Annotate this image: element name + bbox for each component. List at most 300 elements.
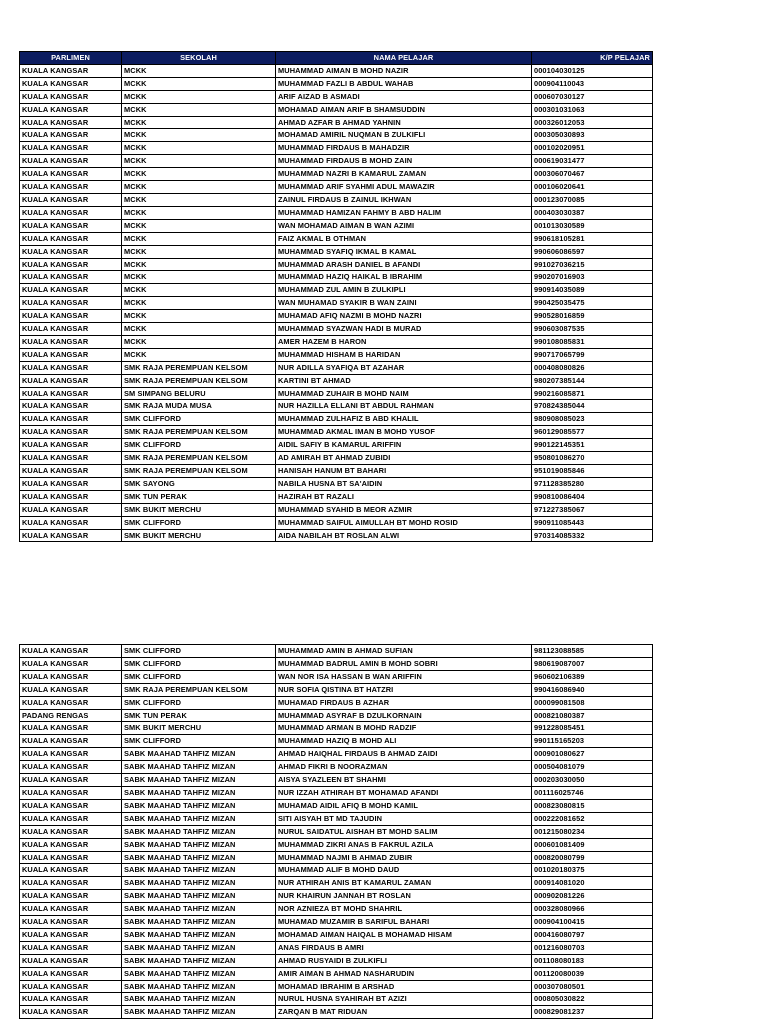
- cell-nama-pelajar: MOHAMAD AIMAN ARIF B SHAMSUDDIN: [276, 103, 532, 116]
- cell-nama-pelajar: HANISAH HANUM BT BAHARI: [276, 465, 532, 478]
- cell-parlimen: KUALA KANGSAR: [20, 851, 122, 864]
- cell-nama-pelajar: AHMAD RUSYAIDI B ZULKIFLI: [276, 954, 532, 967]
- cell-kp-pelajar: 000104030125: [532, 64, 653, 77]
- cell-parlimen: KUALA KANGSAR: [20, 465, 122, 478]
- cell-kp-pelajar: 990810086404: [532, 490, 653, 503]
- cell-kp-pelajar: 000328080966: [532, 903, 653, 916]
- cell-parlimen: KUALA KANGSAR: [20, 696, 122, 709]
- cell-nama-pelajar: ARIF AIZAD B ASMADI: [276, 90, 532, 103]
- cell-parlimen: KUALA KANGSAR: [20, 490, 122, 503]
- cell-sekolah: SMK BUKIT MERCHU: [122, 722, 276, 735]
- cell-parlimen: KUALA KANGSAR: [20, 928, 122, 941]
- table-row: [20, 155, 653, 168]
- cell-kp-pelajar: 000102020951: [532, 142, 653, 155]
- cell-parlimen: KUALA KANGSAR: [20, 335, 122, 348]
- cell-parlimen: KUALA KANGSAR: [20, 670, 122, 683]
- student-table-2: [19, 644, 653, 1019]
- cell-sekolah: SABK MAAHAD TAHFIZ MIZAN: [122, 916, 276, 929]
- cell-kp-pelajar: 971128385280: [532, 477, 653, 490]
- cell-parlimen: KUALA KANGSAR: [20, 799, 122, 812]
- cell-nama-pelajar: NUR KHAIRUN JANNAH BT ROSLAN: [276, 890, 532, 903]
- cell-kp-pelajar: 000823080815: [532, 799, 653, 812]
- cell-sekolah: SABK MAAHAD TAHFIZ MIZAN: [122, 941, 276, 954]
- cell-sekolah: SMK RAJA PEREMPUAN KELSOM: [122, 683, 276, 696]
- header-parlimen: PARLIMEN: [20, 52, 122, 65]
- cell-sekolah: MCKK: [122, 348, 276, 361]
- cell-sekolah: SABK MAAHAD TAHFIZ MIZAN: [122, 774, 276, 787]
- table-row: [20, 361, 653, 374]
- cell-nama-pelajar: MUHAMMAD FIRDAUS B MAHADZIR: [276, 142, 532, 155]
- cell-nama-pelajar: WAN MOHAMAD AIMAN B WAN AZIMI: [276, 219, 532, 232]
- cell-parlimen: KUALA KANGSAR: [20, 812, 122, 825]
- cell-sekolah: MCKK: [122, 232, 276, 245]
- cell-nama-pelajar: AISYA SYAZLEEN BT SHAHMI: [276, 774, 532, 787]
- cell-nama-pelajar: MUHAMMAD ARMAN B MOHD RADZIF: [276, 722, 532, 735]
- cell-nama-pelajar: MUHAMMAD ZIKRI ANAS B FAKRUL AZILA: [276, 838, 532, 851]
- cell-sekolah: SABK MAAHAD TAHFIZ MIZAN: [122, 851, 276, 864]
- cell-nama-pelajar: MUHAMMAD HAMIZAN FAHMY B ABD HALIM: [276, 206, 532, 219]
- cell-sekolah: SABK MAAHAD TAHFIZ MIZAN: [122, 786, 276, 799]
- table-row: [20, 657, 653, 670]
- cell-sekolah: MCKK: [122, 206, 276, 219]
- cell-nama-pelajar: MUHAMMAD FIRDAUS B MOHD ZAIN: [276, 155, 532, 168]
- table-row: [20, 812, 653, 825]
- cell-kp-pelajar: 990122145351: [532, 439, 653, 452]
- cell-nama-pelajar: MUHAMAD FIRDAUS B AZHAR: [276, 696, 532, 709]
- cell-sekolah: SABK MAAHAD TAHFIZ MIZAN: [122, 967, 276, 980]
- table-row: [20, 916, 653, 929]
- cell-parlimen: KUALA KANGSAR: [20, 168, 122, 181]
- cell-sekolah: SMK RAJA PEREMPUAN KELSOM: [122, 465, 276, 478]
- cell-parlimen: KUALA KANGSAR: [20, 748, 122, 761]
- table-row: [20, 529, 653, 542]
- cell-parlimen: KUALA KANGSAR: [20, 90, 122, 103]
- cell-kp-pelajar: 991027036215: [532, 258, 653, 271]
- cell-nama-pelajar: NUR ADILLA SYAFIQA BT AZAHAR: [276, 361, 532, 374]
- cell-parlimen: KUALA KANGSAR: [20, 426, 122, 439]
- cell-sekolah: MCKK: [122, 310, 276, 323]
- cell-sekolah: SMK TUN PERAK: [122, 490, 276, 503]
- table-row: [20, 374, 653, 387]
- cell-kp-pelajar: 001120080039: [532, 967, 653, 980]
- table-row: [20, 426, 653, 439]
- cell-sekolah: SMK CLIFFORD: [122, 516, 276, 529]
- cell-parlimen: KUALA KANGSAR: [20, 181, 122, 194]
- cell-nama-pelajar: MUHAMMAD ASYRAF B DZULKORNAIN: [276, 709, 532, 722]
- cell-sekolah: SMK CLIFFORD: [122, 439, 276, 452]
- cell-kp-pelajar: 980619087007: [532, 657, 653, 670]
- cell-parlimen: KUALA KANGSAR: [20, 116, 122, 129]
- table-row: [20, 348, 653, 361]
- cell-sekolah: SMK SAYONG: [122, 477, 276, 490]
- cell-sekolah: SMK BUKIT MERCHU: [122, 529, 276, 542]
- cell-nama-pelajar: NURUL SAIDATUL AISHAH BT MOHD SALIM: [276, 825, 532, 838]
- cell-parlimen: KUALA KANGSAR: [20, 657, 122, 670]
- cell-nama-pelajar: MUHAMMAD BADRUL AMIN B MOHD SOBRI: [276, 657, 532, 670]
- cell-kp-pelajar: 001215080234: [532, 825, 653, 838]
- cell-nama-pelajar: MUHAMMAD NAZRI B KAMARUL ZAMAN: [276, 168, 532, 181]
- cell-kp-pelajar: 000902081226: [532, 890, 653, 903]
- cell-kp-pelajar: 000403030387: [532, 206, 653, 219]
- cell-parlimen: KUALA KANGSAR: [20, 439, 122, 452]
- cell-nama-pelajar: MUHAMMAD HISHAM B HARIDAN: [276, 348, 532, 361]
- cell-sekolah: MCKK: [122, 245, 276, 258]
- table-row: [20, 993, 653, 1006]
- table-row: [20, 77, 653, 90]
- cell-nama-pelajar: HAZIRAH BT RAZALI: [276, 490, 532, 503]
- table-row: [20, 490, 653, 503]
- cell-nama-pelajar: MUHAMMAD NAJMI B AHMAD ZUBIR: [276, 851, 532, 864]
- cell-nama-pelajar: MUHAMMAD ARIF SYAHMI ADUL MAWAZIR: [276, 181, 532, 194]
- cell-nama-pelajar: MUHAMMAD ZUL AMIN B ZULKIPLI: [276, 284, 532, 297]
- cell-parlimen: KUALA KANGSAR: [20, 825, 122, 838]
- cell-sekolah: MCKK: [122, 193, 276, 206]
- table-row: [20, 116, 653, 129]
- cell-sekolah: MCKK: [122, 168, 276, 181]
- cell-kp-pelajar: 960129085577: [532, 426, 653, 439]
- cell-parlimen: KUALA KANGSAR: [20, 413, 122, 426]
- cell-sekolah: SMK RAJA MUDA MUSA: [122, 400, 276, 413]
- table-row: [20, 193, 653, 206]
- cell-parlimen: KUALA KANGSAR: [20, 387, 122, 400]
- cell-kp-pelajar: 990528016859: [532, 310, 653, 323]
- table-row: [20, 516, 653, 529]
- cell-kp-pelajar: 990603087535: [532, 323, 653, 336]
- cell-parlimen: KUALA KANGSAR: [20, 271, 122, 284]
- cell-kp-pelajar: 990618105281: [532, 232, 653, 245]
- cell-parlimen: KUALA KANGSAR: [20, 400, 122, 413]
- table-row: [20, 258, 653, 271]
- cell-sekolah: SABK MAAHAD TAHFIZ MIZAN: [122, 890, 276, 903]
- cell-kp-pelajar: 990416086940: [532, 683, 653, 696]
- cell-nama-pelajar: ZARQAN B MAT RIDUAN: [276, 1006, 532, 1019]
- cell-kp-pelajar: 990425035475: [532, 297, 653, 310]
- cell-sekolah: SM SIMPANG BELURU: [122, 387, 276, 400]
- cell-parlimen: KUALA KANGSAR: [20, 980, 122, 993]
- cell-sekolah: SMK CLIFFORD: [122, 657, 276, 670]
- cell-parlimen: KUALA KANGSAR: [20, 786, 122, 799]
- cell-nama-pelajar: AD AMIRAH BT AHMAD ZUBIDI: [276, 452, 532, 465]
- cell-parlimen: KUALA KANGSAR: [20, 452, 122, 465]
- cell-nama-pelajar: MUHAMMAD AMIN B AHMAD SUFIAN: [276, 645, 532, 658]
- cell-nama-pelajar: AMIR AIMAN B AHMAD NASHARUDIN: [276, 967, 532, 980]
- cell-parlimen: KUALA KANGSAR: [20, 774, 122, 787]
- cell-sekolah: SABK MAAHAD TAHFIZ MIZAN: [122, 838, 276, 851]
- table-row: [20, 748, 653, 761]
- cell-parlimen: KUALA KANGSAR: [20, 967, 122, 980]
- cell-nama-pelajar: NUR IZZAH ATHIRAH BT MOHAMAD AFANDI: [276, 786, 532, 799]
- table-row: [20, 413, 653, 426]
- table-row: [20, 683, 653, 696]
- cell-nama-pelajar: MUHAMMAD SYAZWAN HADI B MURAD: [276, 323, 532, 336]
- cell-kp-pelajar: 000607030127: [532, 90, 653, 103]
- cell-kp-pelajar: 000904110043: [532, 77, 653, 90]
- cell-parlimen: KUALA KANGSAR: [20, 993, 122, 1006]
- cell-kp-pelajar: 960602106389: [532, 670, 653, 683]
- table-row: [20, 452, 653, 465]
- cell-sekolah: MCKK: [122, 181, 276, 194]
- cell-sekolah: SABK MAAHAD TAHFIZ MIZAN: [122, 903, 276, 916]
- cell-kp-pelajar: 000820080799: [532, 851, 653, 864]
- table-row: [20, 245, 653, 258]
- cell-nama-pelajar: KARTINI BT AHMAD: [276, 374, 532, 387]
- cell-sekolah: SMK RAJA PEREMPUAN KELSOM: [122, 374, 276, 387]
- table-row: [20, 129, 653, 142]
- cell-nama-pelajar: ZAINUL FIRDAUS B ZAINUL IKHWAN: [276, 193, 532, 206]
- cell-nama-pelajar: MUHAMMAD FAZLI B ABDUL WAHAB: [276, 77, 532, 90]
- cell-kp-pelajar: 000914081020: [532, 877, 653, 890]
- cell-kp-pelajar: 971227385067: [532, 503, 653, 516]
- cell-nama-pelajar: MOHAMAD IBRAHIM B ARSHAD: [276, 980, 532, 993]
- cell-kp-pelajar: 000326012053: [532, 116, 653, 129]
- table-row: [20, 722, 653, 735]
- cell-sekolah: MCKK: [122, 323, 276, 336]
- table-row: [20, 142, 653, 155]
- cell-parlimen: KUALA KANGSAR: [20, 916, 122, 929]
- cell-nama-pelajar: MUHAMMAD HAZIQ HAIKAL B IBRAHIM: [276, 271, 532, 284]
- cell-parlimen: KUALA KANGSAR: [20, 77, 122, 90]
- cell-sekolah: MCKK: [122, 103, 276, 116]
- cell-kp-pelajar: 970824385044: [532, 400, 653, 413]
- cell-parlimen: KUALA KANGSAR: [20, 683, 122, 696]
- cell-sekolah: MCKK: [122, 64, 276, 77]
- cell-sekolah: SMK TUN PERAK: [122, 709, 276, 722]
- table-row: [20, 645, 653, 658]
- cell-parlimen: KUALA KANGSAR: [20, 735, 122, 748]
- cell-kp-pelajar: 990115165203: [532, 735, 653, 748]
- cell-sekolah: MCKK: [122, 271, 276, 284]
- cell-sekolah: SMK CLIFFORD: [122, 696, 276, 709]
- table-row: [20, 387, 653, 400]
- cell-kp-pelajar: 990108085831: [532, 335, 653, 348]
- cell-sekolah: SMK CLIFFORD: [122, 670, 276, 683]
- cell-kp-pelajar: 000805030822: [532, 993, 653, 1006]
- cell-sekolah: MCKK: [122, 258, 276, 271]
- cell-nama-pelajar: MUHAMAD AFIQ NAZMI B MOHD NAZRI: [276, 310, 532, 323]
- cell-kp-pelajar: 000821080387: [532, 709, 653, 722]
- cell-nama-pelajar: AMER HAZEM B HARON: [276, 335, 532, 348]
- cell-sekolah: MCKK: [122, 129, 276, 142]
- cell-nama-pelajar: MUHAMMAD SAIFUL AIMULLAH BT MOHD ROSID: [276, 516, 532, 529]
- cell-nama-pelajar: SITI AISYAH BT MD TAJUDIN: [276, 812, 532, 825]
- cell-parlimen: KUALA KANGSAR: [20, 761, 122, 774]
- table-row: [20, 64, 653, 77]
- cell-sekolah: MCKK: [122, 155, 276, 168]
- cell-nama-pelajar: AHMAD HAIQHAL FIRDAUS B AHMAD ZAIDI: [276, 748, 532, 761]
- cell-parlimen: KUALA KANGSAR: [20, 1006, 122, 1019]
- cell-parlimen: KUALA KANGSAR: [20, 323, 122, 336]
- cell-kp-pelajar: 000829081237: [532, 1006, 653, 1019]
- table-row: [20, 786, 653, 799]
- table-row: [20, 864, 653, 877]
- table-row: [20, 206, 653, 219]
- table-row: [20, 181, 653, 194]
- cell-nama-pelajar: MUHAMMAD ZUHAIR B MOHD NAIM: [276, 387, 532, 400]
- cell-parlimen: KUALA KANGSAR: [20, 361, 122, 374]
- cell-nama-pelajar: NUR HAZILLA ELLANI BT ABDUL RAHMAN: [276, 400, 532, 413]
- cell-kp-pelajar: 000307080501: [532, 980, 653, 993]
- cell-nama-pelajar: ANAS FIRDAUS B AMRI: [276, 941, 532, 954]
- cell-sekolah: SABK MAAHAD TAHFIZ MIZAN: [122, 928, 276, 941]
- cell-sekolah: MCKK: [122, 90, 276, 103]
- cell-kp-pelajar: 980908085023: [532, 413, 653, 426]
- cell-kp-pelajar: 000099081508: [532, 696, 653, 709]
- table-row: [20, 851, 653, 864]
- cell-nama-pelajar: MUHAMMAD ALIF B MOHD DAUD: [276, 864, 532, 877]
- cell-kp-pelajar: 001116025746: [532, 786, 653, 799]
- cell-nama-pelajar: MUHAMMAD SYAHID B MEOR AZMIR: [276, 503, 532, 516]
- cell-nama-pelajar: NUR ATHIRAH ANIS BT KAMARUL ZAMAN: [276, 877, 532, 890]
- cell-sekolah: SABK MAAHAD TAHFIZ MIZAN: [122, 864, 276, 877]
- cell-parlimen: KUALA KANGSAR: [20, 864, 122, 877]
- cell-sekolah: SABK MAAHAD TAHFIZ MIZAN: [122, 980, 276, 993]
- header-sekolah: SEKOLAH: [122, 52, 276, 65]
- cell-kp-pelajar: 950801086270: [532, 452, 653, 465]
- cell-kp-pelajar: 000301031063: [532, 103, 653, 116]
- cell-sekolah: SABK MAAHAD TAHFIZ MIZAN: [122, 761, 276, 774]
- cell-nama-pelajar: MUHAMMAD AIMAN B MOHD NAZIR: [276, 64, 532, 77]
- cell-parlimen: KUALA KANGSAR: [20, 516, 122, 529]
- table-row: [20, 323, 653, 336]
- cell-parlimen: KUALA KANGSAR: [20, 477, 122, 490]
- cell-kp-pelajar: 000601081409: [532, 838, 653, 851]
- cell-nama-pelajar: AHMAD FIKRI B NOORAZMAN: [276, 761, 532, 774]
- cell-nama-pelajar: AHMAD AZFAR B AHMAD YAHNIN: [276, 116, 532, 129]
- table-row: [20, 168, 653, 181]
- cell-sekolah: SABK MAAHAD TAHFIZ MIZAN: [122, 993, 276, 1006]
- header-nama-pelajar: NAMA PELAJAR: [276, 52, 532, 65]
- cell-sekolah: SMK RAJA PEREMPUAN KELSOM: [122, 452, 276, 465]
- table-row: [20, 477, 653, 490]
- cell-kp-pelajar: 001216080703: [532, 941, 653, 954]
- table-row: [20, 219, 653, 232]
- cell-kp-pelajar: 990207016903: [532, 271, 653, 284]
- cell-sekolah: SMK RAJA PEREMPUAN KELSOM: [122, 426, 276, 439]
- cell-sekolah: MCKK: [122, 77, 276, 90]
- cell-kp-pelajar: 990717065799: [532, 348, 653, 361]
- cell-sekolah: SMK RAJA PEREMPUAN KELSOM: [122, 361, 276, 374]
- table-row: [20, 400, 653, 413]
- table-row: [20, 877, 653, 890]
- cell-parlimen: KUALA KANGSAR: [20, 297, 122, 310]
- cell-nama-pelajar: NURUL HUSNA SYAHIRAH BT AZIZI: [276, 993, 532, 1006]
- cell-nama-pelajar: MUHAMAD MUZAMIR B SARIFUL BAHARI: [276, 916, 532, 929]
- cell-nama-pelajar: AIDIL SAFIY B KAMARUL ARIFFIN: [276, 439, 532, 452]
- table-row: [20, 232, 653, 245]
- cell-sekolah: SABK MAAHAD TAHFIZ MIZAN: [122, 825, 276, 838]
- cell-parlimen: KUALA KANGSAR: [20, 374, 122, 387]
- cell-nama-pelajar: MUHAMMAD ARASH DANIEL B AFANDI: [276, 258, 532, 271]
- cell-nama-pelajar: MOHAMAD AMIRIL NUQMAN B ZULKIFLI: [276, 129, 532, 142]
- cell-parlimen: KUALA KANGSAR: [20, 941, 122, 954]
- cell-kp-pelajar: 990216085871: [532, 387, 653, 400]
- cell-sekolah: SABK MAAHAD TAHFIZ MIZAN: [122, 954, 276, 967]
- table-row: [20, 90, 653, 103]
- table-row: [20, 774, 653, 787]
- cell-sekolah: SMK CLIFFORD: [122, 645, 276, 658]
- table-row: [20, 103, 653, 116]
- cell-nama-pelajar: MUHAMMAD HAZIQ B MOHD ALI: [276, 735, 532, 748]
- cell-kp-pelajar: 990606086597: [532, 245, 653, 258]
- table-row: [20, 696, 653, 709]
- cell-nama-pelajar: MUHAMMAD ZULHAFIZ B ABD KHALIL: [276, 413, 532, 426]
- cell-parlimen: KUALA KANGSAR: [20, 245, 122, 258]
- cell-kp-pelajar: 000222081652: [532, 812, 653, 825]
- cell-sekolah: SMK BUKIT MERCHU: [122, 503, 276, 516]
- table-row: [20, 928, 653, 941]
- cell-parlimen: KUALA KANGSAR: [20, 219, 122, 232]
- table-row: [20, 799, 653, 812]
- table-row: [20, 503, 653, 516]
- cell-kp-pelajar: 990914035089: [532, 284, 653, 297]
- cell-nama-pelajar: NABILA HUSNA BT SA'AIDIN: [276, 477, 532, 490]
- table-row: [20, 825, 653, 838]
- cell-kp-pelajar: 000305030893: [532, 129, 653, 142]
- cell-parlimen: PADANG RENGAS: [20, 709, 122, 722]
- table-row: [20, 439, 653, 452]
- table-row: [20, 838, 653, 851]
- table-row: [20, 310, 653, 323]
- table-row: [20, 709, 653, 722]
- table-row: [20, 967, 653, 980]
- cell-parlimen: KUALA KANGSAR: [20, 503, 122, 516]
- cell-sekolah: SABK MAAHAD TAHFIZ MIZAN: [122, 799, 276, 812]
- cell-parlimen: KUALA KANGSAR: [20, 890, 122, 903]
- table-row: [20, 761, 653, 774]
- cell-kp-pelajar: 991228085451: [532, 722, 653, 735]
- cell-parlimen: KUALA KANGSAR: [20, 155, 122, 168]
- table-row: [20, 890, 653, 903]
- cell-sekolah: MCKK: [122, 219, 276, 232]
- table-row: [20, 284, 653, 297]
- cell-kp-pelajar: 001108080183: [532, 954, 653, 967]
- cell-sekolah: MCKK: [122, 335, 276, 348]
- header-kp-pelajar: K/P PELAJAR: [532, 52, 653, 65]
- table-row: [20, 735, 653, 748]
- cell-parlimen: KUALA KANGSAR: [20, 529, 122, 542]
- cell-kp-pelajar: 000203030050: [532, 774, 653, 787]
- cell-parlimen: KUALA KANGSAR: [20, 954, 122, 967]
- cell-parlimen: KUALA KANGSAR: [20, 722, 122, 735]
- header-row: [20, 52, 653, 65]
- cell-sekolah: MCKK: [122, 142, 276, 155]
- cell-sekolah: MCKK: [122, 297, 276, 310]
- cell-parlimen: KUALA KANGSAR: [20, 838, 122, 851]
- cell-nama-pelajar: NOR AZNIEZA BT MOHD SHAHRIL: [276, 903, 532, 916]
- table-row: [20, 335, 653, 348]
- cell-nama-pelajar: MUHAMMAD SYAFIQ IKMAL B KAMAL: [276, 245, 532, 258]
- cell-kp-pelajar: 000106020641: [532, 181, 653, 194]
- cell-parlimen: KUALA KANGSAR: [20, 284, 122, 297]
- table-row: [20, 271, 653, 284]
- cell-parlimen: KUALA KANGSAR: [20, 64, 122, 77]
- cell-parlimen: KUALA KANGSAR: [20, 206, 122, 219]
- cell-parlimen: KUALA KANGSAR: [20, 877, 122, 890]
- cell-nama-pelajar: MOHAMAD AIMAN HAIQAL B MOHAMAD HISAM: [276, 928, 532, 941]
- cell-sekolah: SABK MAAHAD TAHFIZ MIZAN: [122, 748, 276, 761]
- cell-sekolah: SABK MAAHAD TAHFIZ MIZAN: [122, 812, 276, 825]
- cell-parlimen: KUALA KANGSAR: [20, 258, 122, 271]
- cell-nama-pelajar: NUR SOFIA QISTINA BT HATZRI: [276, 683, 532, 696]
- table-row: [20, 465, 653, 478]
- table-row: [20, 297, 653, 310]
- cell-parlimen: KUALA KANGSAR: [20, 142, 122, 155]
- table-row: [20, 670, 653, 683]
- cell-sekolah: MCKK: [122, 116, 276, 129]
- cell-kp-pelajar: 001013030589: [532, 219, 653, 232]
- table-row: [20, 903, 653, 916]
- cell-kp-pelajar: 000619031477: [532, 155, 653, 168]
